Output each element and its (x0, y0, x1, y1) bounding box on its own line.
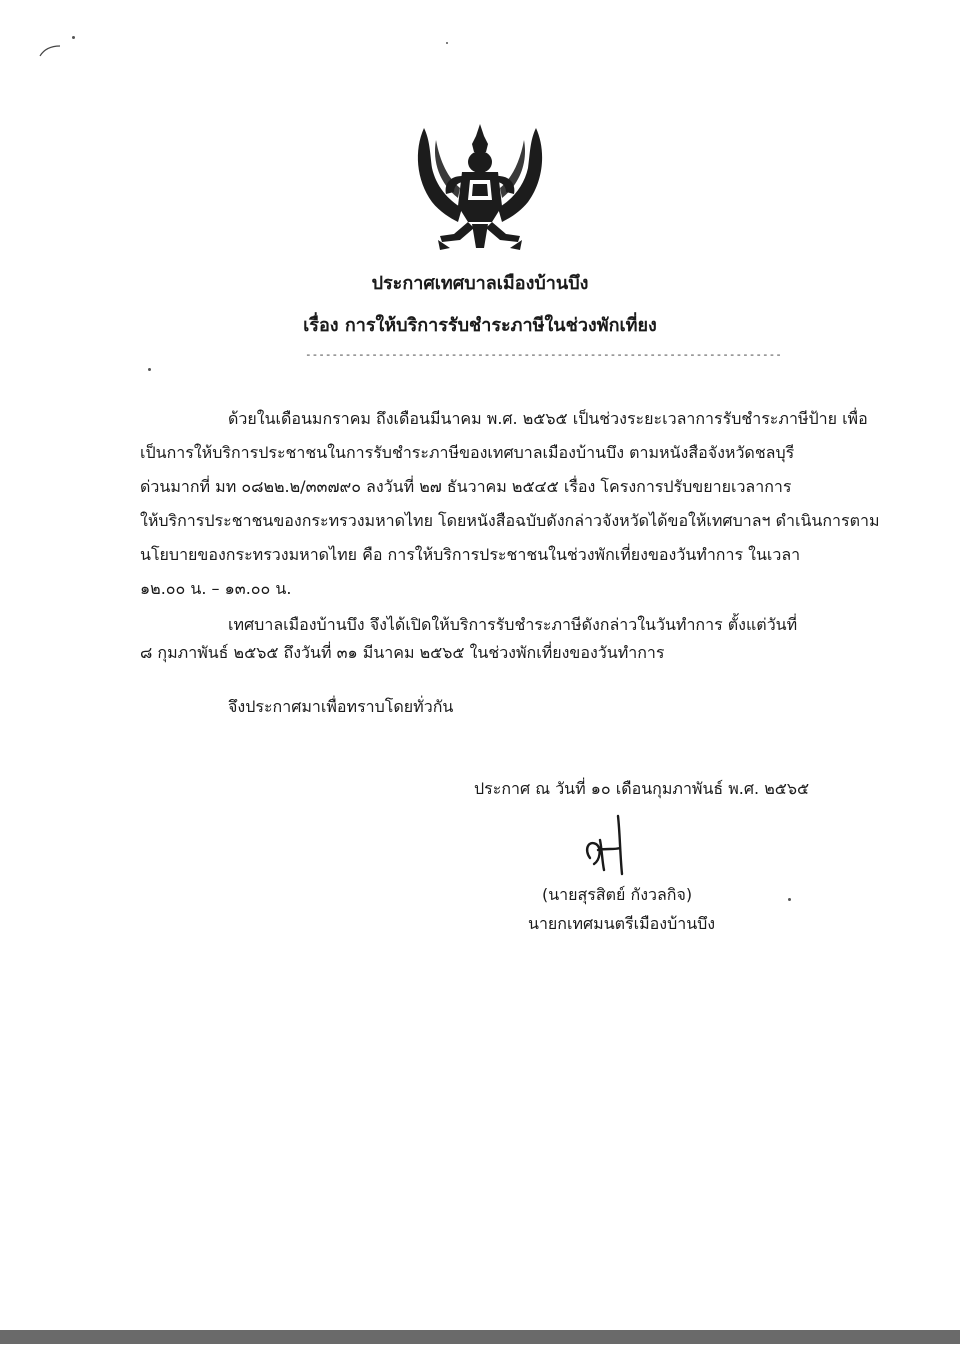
paragraph2-line: ๘ กุมภาพันธ์ ๒๕๖๕ ถึงวันที่ ๓๑ มีนาคม ๒๕๖๕ ในช่วงพักเที่ยงของวันทำการ (140, 643, 665, 662)
scan-speck (788, 898, 791, 901)
scan-bottom-edge (0, 1330, 960, 1344)
scan-speck (148, 368, 151, 371)
signer-name: (นายสุรสิตย์ กังวลกิจ) (542, 885, 693, 904)
garuda-emblem-icon (410, 122, 550, 252)
closing-text: จึงประกาศมาเพื่อทราบโดยทั่วกัน (228, 697, 454, 716)
paragraph1-line: ด่วนมากที่ มท ๐๘๒๒.๒/๓๓๗๙๐ ลงวันที่ ๒๗ ธันวาคม ๒๕๔๕ เรื่อง โครงการปรับขยายเวลาการ (140, 477, 792, 496)
paragraph1-line: ด้วยในเดือนมกราคม ถึงเดือนมีนาคม พ.ศ. ๒๕๖๕ เป็นช่วงระยะเวลาการรับชำระภาษีป้าย เพื่อ (228, 409, 868, 428)
scan-speck (72, 36, 75, 39)
scan-speck (446, 42, 448, 44)
paragraph1-line: ๑๒.๐๐ น. – ๑๓.๐๐ น. (140, 579, 292, 598)
announcement-date: ประกาศ ณ วันที่ ๑๐ เดือนกุมภาพันธ์ พ.ศ. ๒๕๖๕ (474, 779, 810, 798)
handwritten-signature (580, 810, 640, 880)
paragraph1-line: นโยบายของกระทรวงมหาดไทย คือ การให้บริการประชาชนในช่วงพักเที่ยงของวันทำการ ในเวลา (140, 545, 801, 564)
scan-mark (38, 40, 68, 60)
signer-position: นายกเทศมนตรีเมืองบ้านบึง (528, 914, 716, 933)
paragraph1-line: เป็นการให้บริการประชาชนในการรับชำระภาษีของเทศบาลเมืองบ้านบึง ตามหนังสือจังหวัดชลบุรี (140, 443, 795, 462)
announcement-subject: เรื่อง การให้บริการรับชำระภาษีในช่วงพักเที่ยง (303, 315, 657, 336)
paragraph2-line: เทศบาลเมืองบ้านบึง จึงได้เปิดให้บริการรับชำระภาษีดังกล่าวในวันทำการ ตั้งแต่วันที่ (228, 615, 798, 634)
paragraph1-line: ให้บริการประชาชนของกระทรวงมหาดไทย โดยหนังสือฉบับดังกล่าวจังหวัดได้ขอให้เทศบาลฯ ดำเนินการตาม (140, 511, 880, 530)
title-divider: ------------------------------------------------------------------------ (305, 348, 782, 361)
announcement-title: ประกาศเทศบาลเมืองบ้านบึง (371, 273, 589, 294)
